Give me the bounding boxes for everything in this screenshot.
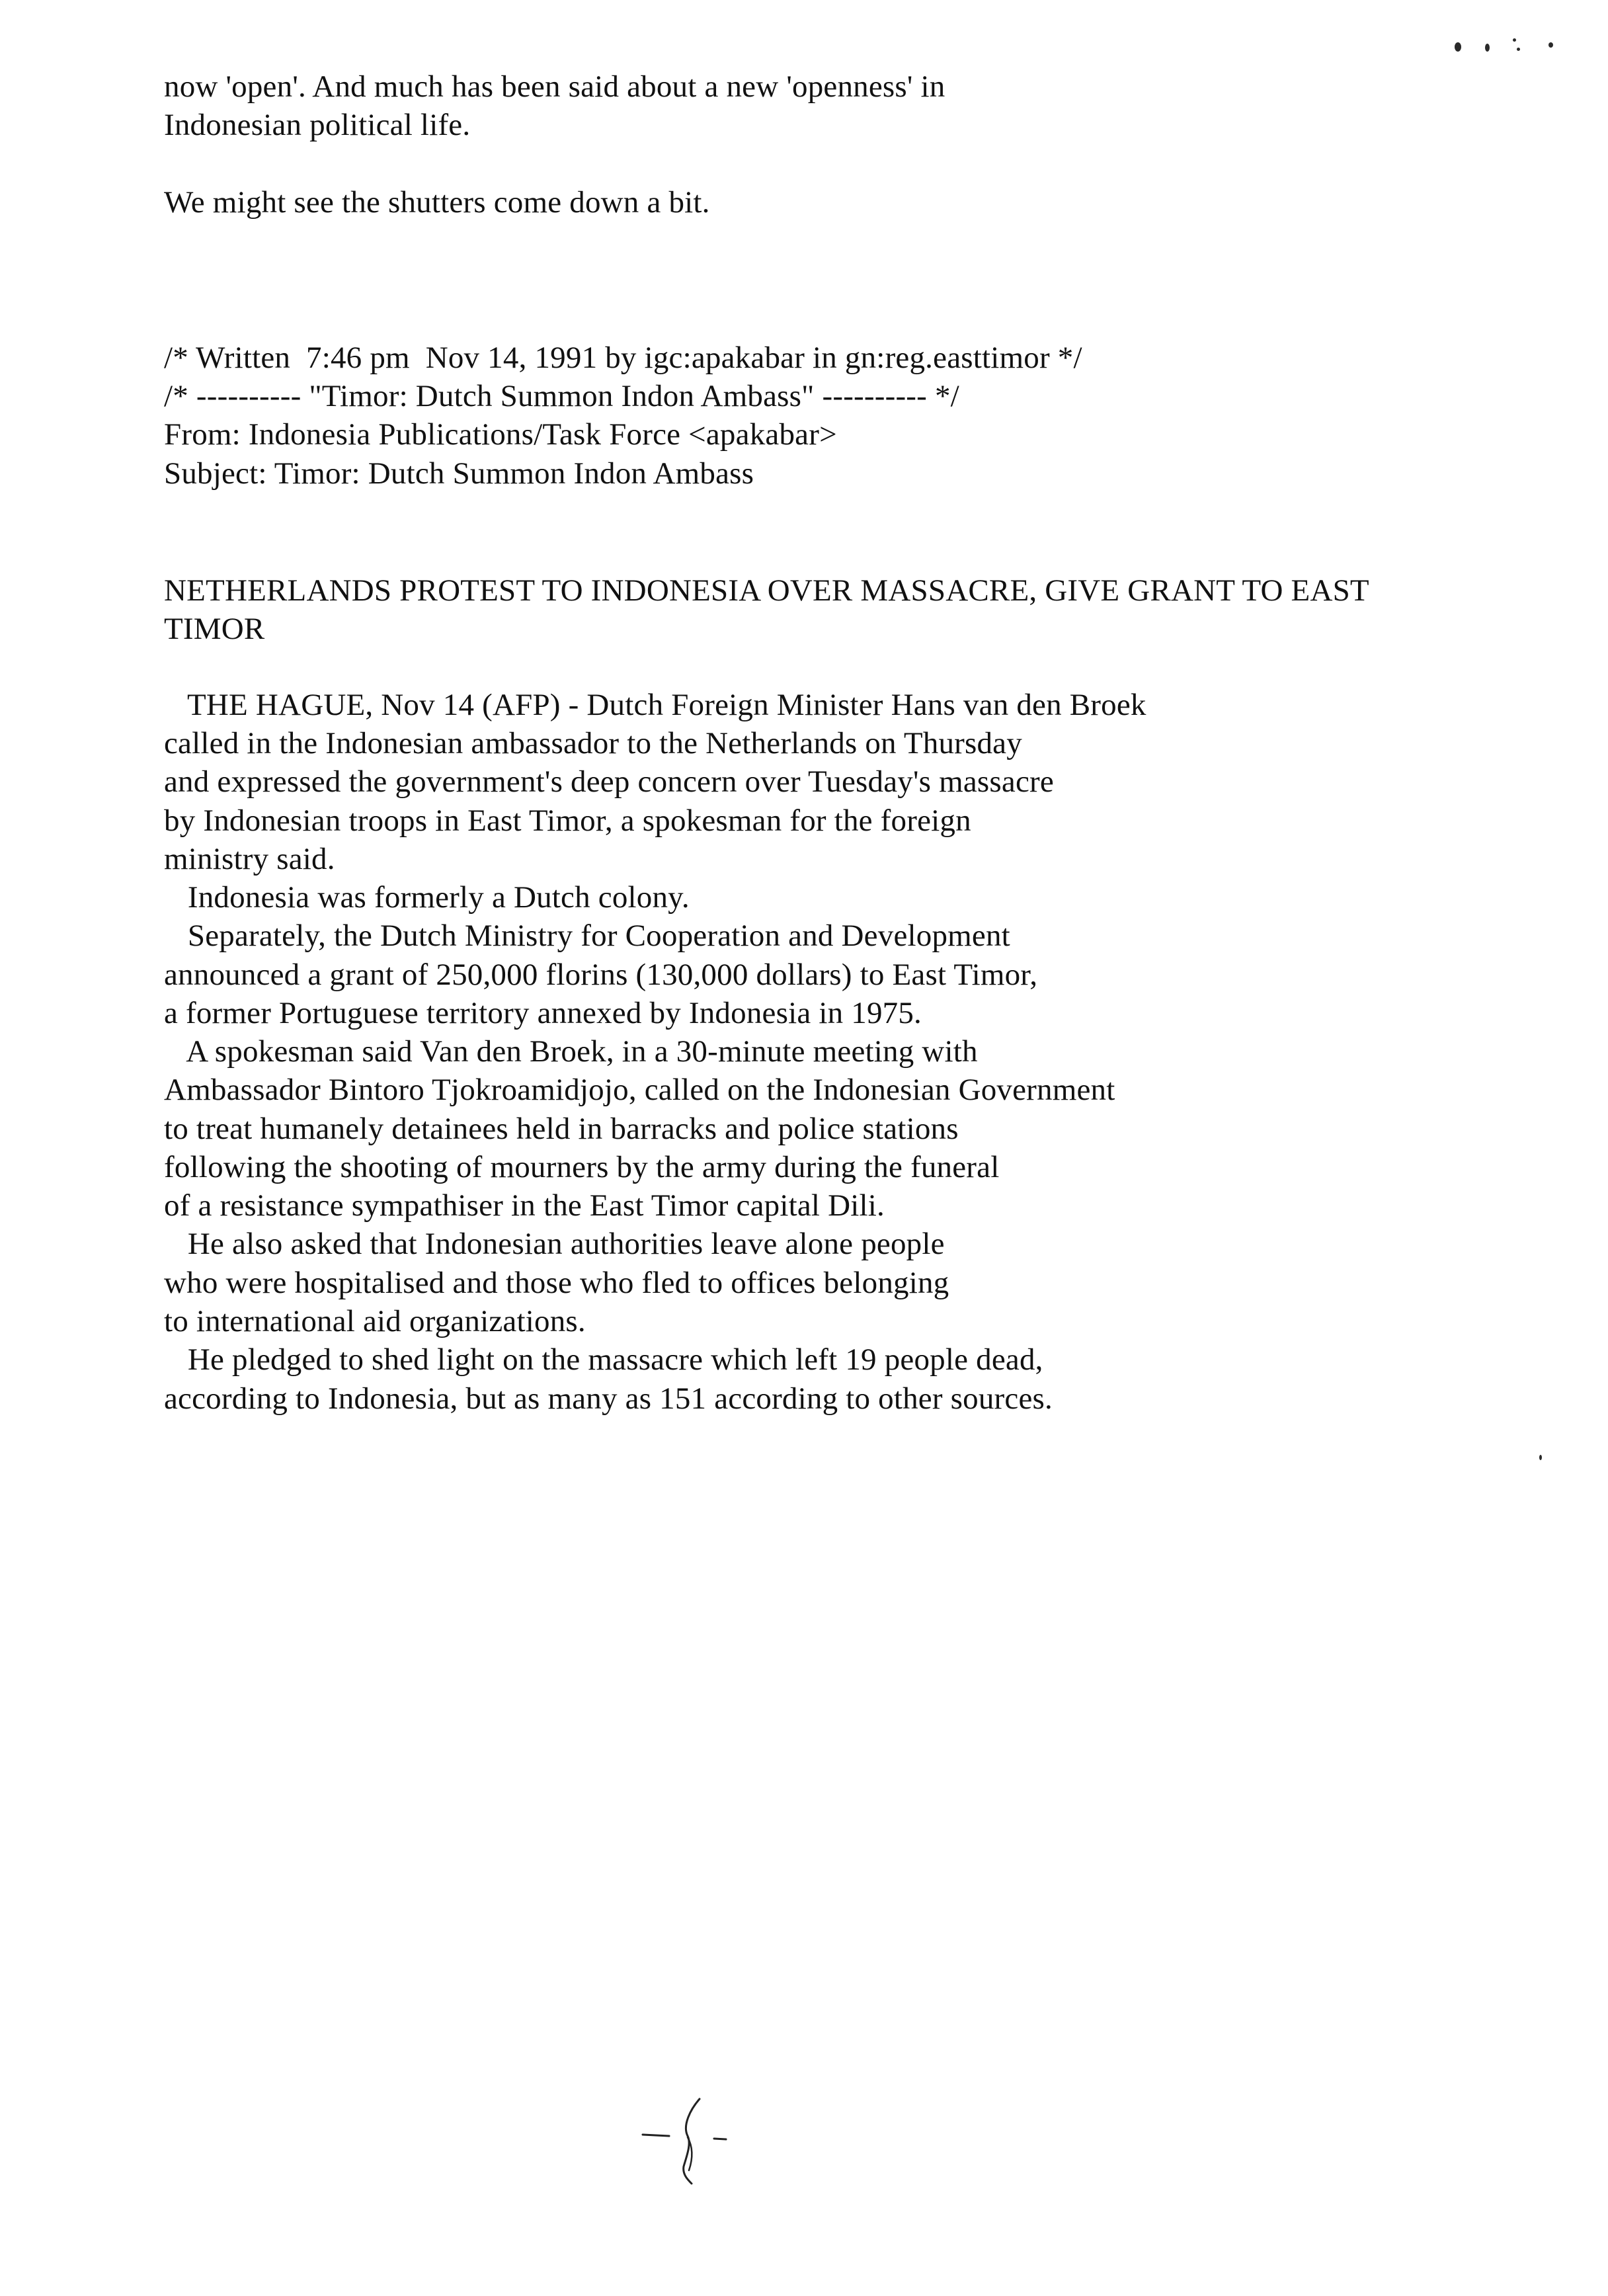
header-written-line: /* Written 7:46 pm Nov 14, 1991 by igc:apakabar in gn:reg.easttimor */ [164,341,1082,375]
article-line-3: and expressed the government's deep concern over Tuesday's massacre [164,764,1054,799]
article-line-6: Indonesia was formerly a Dutch colony. [164,880,690,915]
header-subject-line: Subject: Timor: Dutch Summon Indon Ambass [164,456,754,491]
article-line-1: THE HAGUE, Nov 14 (AFP) - Dutch Foreign Minister Hans van den Broek [164,688,1146,722]
article-line-19: according to Indonesia, but as many as 151 according to other sources. [164,1381,1053,1416]
scan-speck [1513,38,1516,42]
article-line-16: who were hospitalised and those who fled to offices belonging [164,1266,949,1300]
intro-line-3: We might see the shutters come down a bit. [164,185,710,220]
headline-line-1: NETHERLANDS PROTEST TO INDONESIA OVER MASSACRE, GIVE GRANT TO EAST [164,573,1369,608]
header-title-line: /* ---------- "Timor: Dutch Summon Indon Ambass" ---------- */ [164,379,959,413]
intro-line-1: now 'open'. And much has been said about a new 'openness' in [164,69,945,104]
article-line-11: Ambassador Bintoro Tjokroamidjojo, called on the Indonesian Government [164,1073,1115,1107]
handwritten-page-mark [635,2096,767,2189]
article-line-12: to treat humanely detainees held in barracks and police stations [164,1112,959,1146]
article-line-8: announced a grant of 250,000 florins (130,000 dollars) to East Timor, [164,958,1038,992]
article-line-17: to international aid organizations. [164,1304,586,1338]
article-line-14: of a resistance sympathiser in the East Timor capital Dili. [164,1188,885,1223]
scan-speck [1548,42,1553,48]
article-line-18: He pledged to shed light on the massacre which left 19 people dead, [164,1342,1043,1377]
article-line-13: following the shooting of mourners by the army during the funeral [164,1150,1000,1184]
article-line-9: a former Portuguese territory annexed by Indonesia in 1975. [164,996,922,1030]
intro-line-2: Indonesian political life. [164,108,471,142]
scan-speck [1517,48,1520,51]
article-line-15: He also asked that Indonesian authorities leave alone people [164,1227,945,1261]
scan-speck [1539,1455,1542,1460]
article-line-2: called in the Indonesian ambassador to the Netherlands on Thursday [164,726,1022,760]
scan-speck [1455,42,1461,52]
article-line-5: ministry said. [164,842,335,876]
headline-line-2: TIMOR [164,612,265,646]
article-line-7: Separately, the Dutch Ministry for Cooperation and Development [164,919,1010,953]
article-line-10: A spokesman said Van den Broek, in a 30-minute meeting with [164,1034,978,1069]
header-from-line: From: Indonesia Publications/Task Force <apakabar> [164,417,837,452]
article-line-4: by Indonesian troops in East Timor, a spokesman for the foreign [164,803,971,838]
scan-speck [1485,44,1490,52]
